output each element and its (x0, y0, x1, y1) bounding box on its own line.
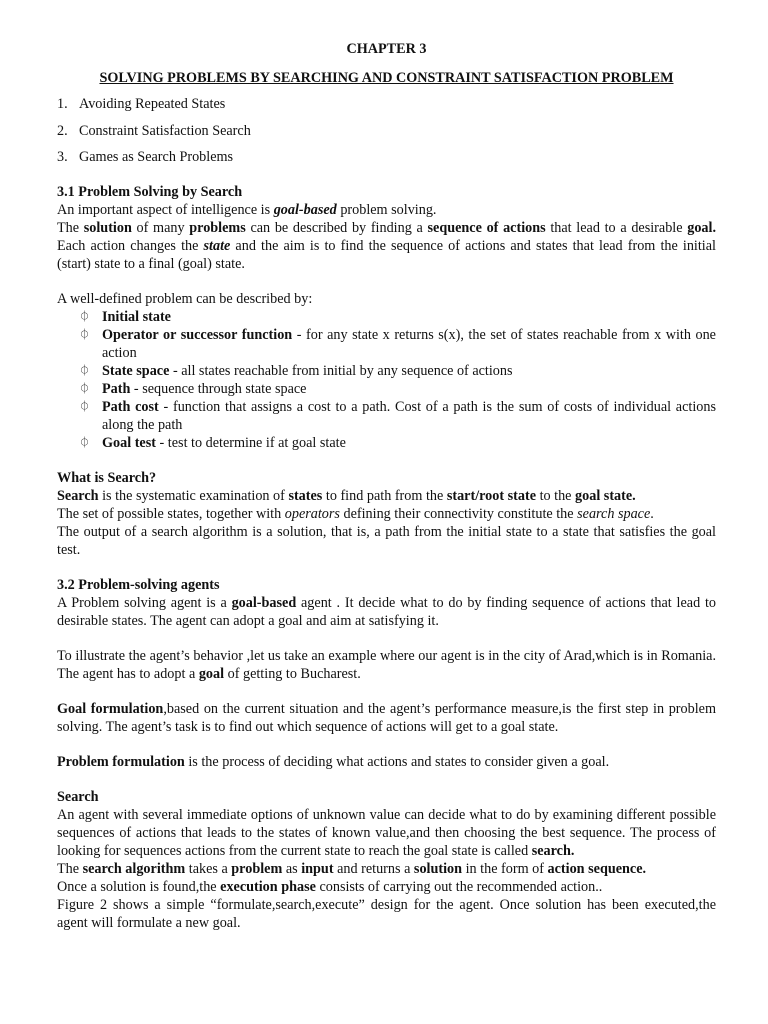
topic-list (57, 95, 716, 166)
list-label: Games as Search Problems (79, 149, 234, 165)
paragraph: Goal formulation,based on the current situation and the agent’s performance measure,is the first step in problem solving. The agent’s task is to find out which sequence of actions will get to a goal state. (57, 700, 716, 735)
list-label: Avoiding Repeated States (79, 96, 226, 112)
definition-list (57, 308, 716, 452)
list-item (57, 95, 716, 113)
list-number: 3. (57, 149, 68, 165)
chapter-heading: CHAPTER 3 (346, 41, 427, 57)
paragraph: The search algorithm takes a problem as input and returns a solution in the form of action sequence. (57, 860, 647, 877)
section-heading-3-1: 3.1 Problem Solving by Search (57, 183, 243, 200)
paragraph: The set of possible states, together with operators defining their connectivity constitute the search space. (57, 505, 654, 522)
paragraph: Figure 2 shows a simple “formulate,search,execute” design for the agent. Once solution has been executed,the agent will formulate a new goal. (57, 896, 716, 931)
list-item: ⏀ State space - all states reachable from initial by any sequence of actions (79, 362, 513, 379)
bullet-icon: ⏀ (79, 364, 90, 377)
list-item (57, 148, 716, 166)
list-item: ⏀ Path - sequence through state space (79, 380, 307, 397)
section-heading-search: Search (57, 788, 99, 805)
list-label: Constraint Satisfaction Search (79, 122, 251, 139)
chapter-title: SOLVING PROBLEMS BY SEARCHING AND CONSTRAINT SATISFACTION PROBLEM (99, 70, 674, 86)
paragraph: A well-defined problem can be described by: (57, 290, 313, 307)
paragraph: An important aspect of intelligence is goal-based problem solving. (57, 201, 437, 218)
paragraph: Search is the systematic examination of states to find path from the start/root state to the goal state. (57, 487, 636, 504)
paragraph: An agent with several immediate options of unknown value can decide what to do by examining different possible sequences of actions that leads to the states of known value,and then choosing the best sequence. The process of looking for sequences actions from the current state to reach the goal state is called search. (57, 806, 716, 859)
bullet-icon: ⏀ (79, 328, 90, 341)
paragraph: The solution of many problems can be described by finding a sequence of actions that lead to a desirable goal. Each action changes the state and the aim is to find the sequence of actions and states that lead from the initial (start) state to a final (goal) state. (57, 219, 716, 272)
bullet-icon: ⏀ (79, 382, 90, 395)
list-item: ⏀ Operator or successor function - for any state x returns s(x), the set of states reachable from x with one action (79, 326, 716, 361)
section-heading-3-2: 3.2 Problem-solving agents (57, 576, 220, 593)
list-item: ⏀ Goal test - test to determine if at goal state (79, 434, 346, 451)
paragraph: Problem formulation is the process of deciding what actions and states to consider given a goal. (57, 753, 610, 770)
list-item (57, 122, 716, 140)
list-number: 2. (57, 122, 68, 139)
bullet-icon: ⏀ (79, 436, 90, 449)
list-item: ⏀ Initial state (79, 308, 171, 325)
paragraph: To illustrate the agent’s behavior ,let us take an example where our agent is in the city of Arad,which is in Romania. The agent has to adopt a goal of getting to Bucharest. (57, 647, 716, 682)
section-heading-what-is-search: What is Search? (57, 469, 157, 486)
list-item: ⏀ Path cost - function that assigns a cost to a path. Cost of a path is the sum of costs of individual actions along the path (79, 398, 716, 433)
document-page (57, 38, 716, 932)
list-number: 1. (57, 96, 68, 112)
paragraph: A Problem solving agent is a goal-based agent . It decide what to do by finding sequence of actions that lead to desirable states. The agent can adopt a goal and aim at satisfying it. (57, 594, 716, 629)
bullet-icon: ⏀ (79, 400, 90, 413)
paragraph: Once a solution is found,the execution phase consists of carrying out the recommended action.. (57, 878, 603, 895)
bullet-icon: ⏀ (79, 310, 90, 323)
paragraph: The output of a search algorithm is a solution, that is, a path from the initial state to a state that satisfies the goal test. (57, 523, 716, 558)
